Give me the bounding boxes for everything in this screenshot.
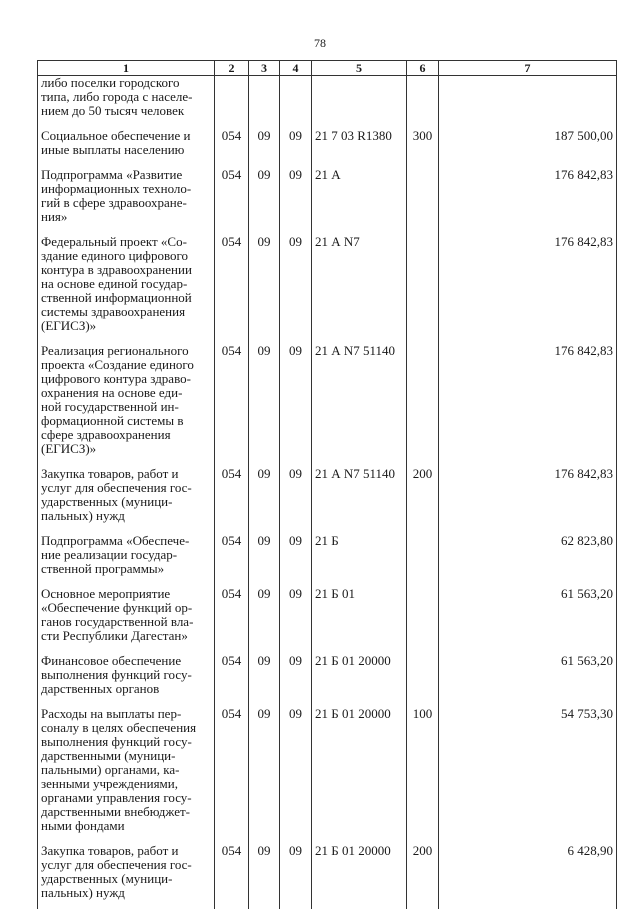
description-line: Закупка товаров, работ и [41, 466, 179, 481]
description-line: сти Республики Дагестан» [41, 628, 188, 643]
description-line: зенными учреждениями, [41, 776, 178, 791]
row-expense-type [407, 76, 439, 128]
row-section-code: 09 [249, 585, 280, 652]
row-section-code: 09 [249, 342, 280, 465]
description-line: органами управления госу- [41, 790, 192, 805]
row-amount: 187 500,00 [439, 127, 617, 166]
row-subsection-code: 09 [280, 842, 312, 909]
table-row [38, 166, 617, 233]
row-section-code: 09 [249, 166, 280, 233]
description-line: информационных техноло- [41, 181, 192, 196]
header-col-6: 6 [407, 61, 439, 76]
row-target-article: 21 Б 01 20000 [312, 652, 407, 705]
row-subsection-code: 09 [280, 127, 312, 166]
table-row [38, 76, 617, 128]
description-line: Федеральный проект «Со- [41, 234, 187, 249]
row-description [38, 465, 215, 532]
row-amount: 176 842,83 [439, 166, 617, 233]
description-line: цифрового контура здраво- [41, 371, 191, 386]
row-section-code: 09 [249, 705, 280, 842]
description-line: здание единого цифрового [41, 248, 188, 263]
row-admin-code: 054 [215, 465, 249, 532]
row-target-article: 21 Б 01 [312, 585, 407, 652]
row-expense-type [407, 342, 439, 465]
row-target-article: 21 Б 01 20000 [312, 705, 407, 842]
description-line: охранения на основе еди- [41, 385, 183, 400]
description-line: (ЕГИСЗ)» [41, 318, 97, 333]
description-line: иные выплаты населению [41, 142, 185, 157]
row-subsection-code: 09 [280, 465, 312, 532]
row-admin-code: 054 [215, 166, 249, 233]
table-row [38, 465, 617, 532]
description-line: ударственных (муници- [41, 871, 173, 886]
row-description [38, 342, 215, 465]
header-col-5: 5 [312, 61, 407, 76]
row-expense-type [407, 585, 439, 652]
row-admin-code: 054 [215, 127, 249, 166]
row-subsection-code: 09 [280, 532, 312, 585]
row-description [38, 166, 215, 233]
description-line: ганов государственной вла- [41, 614, 194, 629]
table-row [38, 342, 617, 465]
description-line: проекта «Создание единого [41, 357, 194, 372]
description-line: ние реализации государ- [41, 547, 178, 562]
row-target-article: 21 А N7 51140 [312, 342, 407, 465]
description-line: системы здравоохранения [41, 304, 186, 319]
row-admin-code [215, 76, 249, 128]
row-section-code: 09 [249, 652, 280, 705]
description-line: гий в сфере здравоохране- [41, 195, 187, 210]
row-target-article [312, 76, 407, 128]
row-amount: 176 842,83 [439, 342, 617, 465]
description-line: ния» [41, 209, 68, 224]
row-section-code: 09 [249, 233, 280, 342]
description-line: на основе единой государ- [41, 276, 188, 291]
table-row [38, 127, 617, 166]
row-target-article: 21 Б 01 20000 [312, 842, 407, 909]
header-col-4: 4 [280, 61, 312, 76]
row-subsection-code: 09 [280, 166, 312, 233]
description-line: Расходы на выплаты пер- [41, 706, 182, 721]
row-subsection-code [280, 76, 312, 128]
row-target-article: 21 Б [312, 532, 407, 585]
row-target-article: 21 А N7 51140 [312, 465, 407, 532]
description-line: дарственными внебюджет- [41, 804, 190, 819]
row-subsection-code: 09 [280, 342, 312, 465]
description-line: Подпрограмма «Обеспече- [41, 533, 190, 548]
row-expense-type [407, 652, 439, 705]
description-line: выполнения функций госу- [41, 667, 192, 682]
row-description [38, 842, 215, 909]
description-line: ственной программы» [41, 561, 165, 576]
description-line: типа, либо города с населе- [41, 89, 193, 104]
description-line: услуг для обеспечения гос- [41, 480, 192, 495]
row-section-code [249, 76, 280, 128]
row-section-code: 09 [249, 842, 280, 909]
description-line: Финансовое обеспечение [41, 653, 182, 668]
description-line: ударственных (муници- [41, 494, 173, 509]
row-expense-type [407, 532, 439, 585]
row-admin-code: 054 [215, 705, 249, 842]
description-line: ственной информационной [41, 290, 192, 305]
header-col-1: 1 [38, 61, 215, 76]
row-description [38, 705, 215, 842]
row-expense-type: 300 [407, 127, 439, 166]
description-line: пальных) нужд [41, 508, 125, 523]
row-description [38, 76, 215, 128]
row-subsection-code: 09 [280, 652, 312, 705]
row-amount: 176 842,83 [439, 233, 617, 342]
description-line: сфере здравоохранения [41, 427, 171, 442]
row-description [38, 652, 215, 705]
row-amount: 61 563,20 [439, 652, 617, 705]
row-amount: 62 823,80 [439, 532, 617, 585]
row-expense-type: 100 [407, 705, 439, 842]
row-section-code: 09 [249, 465, 280, 532]
row-description [38, 585, 215, 652]
description-line: услуг для обеспечения гос- [41, 857, 192, 872]
row-admin-code: 054 [215, 233, 249, 342]
table-row [38, 585, 617, 652]
description-line: (ЕГИСЗ)» [41, 441, 97, 456]
row-description [38, 127, 215, 166]
table-row [38, 233, 617, 342]
description-line: ными фондами [41, 818, 125, 833]
table-row [38, 705, 617, 842]
description-line: Основное мероприятие [41, 586, 171, 601]
budget-table [37, 60, 617, 909]
description-line: дарственных органов [41, 681, 160, 696]
page-number: 78 [314, 36, 326, 50]
description-line: пальными) органами, ка- [41, 762, 180, 777]
row-admin-code: 054 [215, 342, 249, 465]
header-col-7: 7 [439, 61, 617, 76]
row-description [38, 532, 215, 585]
row-expense-type: 200 [407, 465, 439, 532]
row-subsection-code: 09 [280, 585, 312, 652]
header-col-2: 2 [215, 61, 249, 76]
row-description [38, 233, 215, 342]
description-line: дарственными (муници- [41, 748, 176, 763]
description-line: выполнения функций госу- [41, 734, 192, 749]
row-section-code: 09 [249, 127, 280, 166]
row-admin-code: 054 [215, 842, 249, 909]
description-line: Подпрограмма «Развитие [41, 167, 183, 182]
row-admin-code: 054 [215, 585, 249, 652]
table-row [38, 532, 617, 585]
row-amount: 176 842,83 [439, 465, 617, 532]
description-line: соналу в целях обеспечения [41, 720, 197, 735]
row-amount: 6 428,90 [439, 842, 617, 909]
row-expense-type: 200 [407, 842, 439, 909]
row-amount [439, 76, 617, 128]
description-line: нием до 50 тысяч человек [41, 103, 185, 118]
description-line: Закупка товаров, работ и [41, 843, 179, 858]
description-line: «Обеспечение функций ор- [41, 600, 193, 615]
row-subsection-code: 09 [280, 233, 312, 342]
description-line: контура в здравоохранении [41, 262, 192, 277]
row-expense-type [407, 233, 439, 342]
row-section-code: 09 [249, 532, 280, 585]
description-line: Реализация регионального [41, 343, 189, 358]
table-row [38, 842, 617, 909]
row-amount: 61 563,20 [439, 585, 617, 652]
header-row [38, 61, 617, 76]
description-line: Социальное обеспечение и [41, 128, 191, 143]
header-col-3: 3 [249, 61, 280, 76]
row-admin-code: 054 [215, 652, 249, 705]
row-admin-code: 054 [215, 532, 249, 585]
row-subsection-code: 09 [280, 705, 312, 842]
description-line: либо поселки городского [41, 75, 180, 90]
description-line: формационной системы в [41, 413, 184, 428]
row-target-article: 21 А [312, 166, 407, 233]
row-amount: 54 753,30 [439, 705, 617, 842]
row-target-article: 21 7 03 R1380 [312, 127, 407, 166]
row-expense-type [407, 166, 439, 233]
table-row [38, 652, 617, 705]
description-line: ной государственной ин- [41, 399, 179, 414]
description-line: пальных) нужд [41, 885, 125, 900]
row-target-article: 21 А N7 [312, 233, 407, 342]
